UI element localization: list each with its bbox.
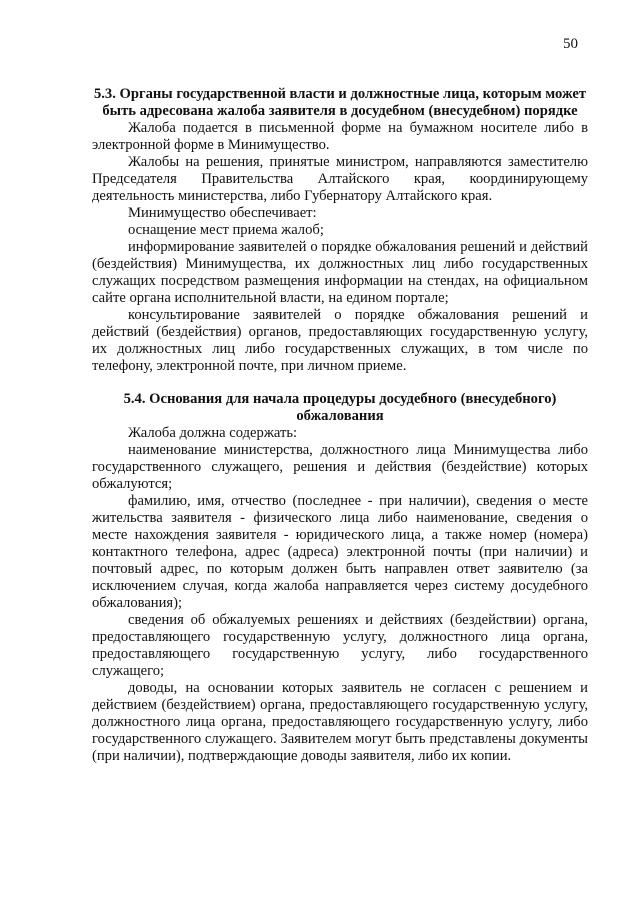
paragraph: оснащение мест приема жалоб; [128, 222, 324, 238]
paragraph: наименование министерства, должностного лица Минимущества либо государственного служащего, решения и действия (бездействие) которых обжалуются; [92, 442, 588, 492]
paragraph: сведения об обжалуемых решениях и действиях (бездействии) органа, предоставляющего государственную услугу, должностного лица органа, предоставляющего государственную услугу, либо государственного служащего; [92, 612, 588, 679]
paragraph: Минимущество обеспечивает: [128, 205, 317, 221]
paragraph: Жалоба подается в письменной форме на бумажном носителе либо в электронной форме в Минимущество. [92, 120, 588, 153]
paragraph: консультирование заявителей о порядке обжалования решений и действий (бездействия) органов, предоставляющих государственную услугу, их должностных лиц либо государственных служащих, в том числе по телефону, электронной почте, при личном приеме. [92, 307, 588, 374]
paragraph: фамилию, имя, отчество (последнее - при наличии), сведения о месте жительства заявителя - физического лица либо наименование, сведения о месте нахождения заявителя - юридического лица, а также номер (номера) контактного телефона, адрес (адреса) электронной почты (при наличии) и почтовый адрес, по которым должен быть направлен ответ заявителю (за исключением случая, когда жалоба направляется через систему досудебного обжалования); [92, 493, 588, 611]
section-heading-5-3: 5.3. Органы государственной власти и должностные лица, которым может быть адресована жалоба заявителя в досудебном (внесудебном) порядке [93, 86, 587, 119]
paragraph: Жалобы на решения, принятые министром, направляются заместителю Председателя Правительства Алтайского края, координирующему деятельность министерства, либо Губернатору Алтайского края. [92, 154, 588, 204]
paragraph: Жалоба должна содержать: [128, 425, 298, 441]
section-heading-5-4: 5.4. Основания для начала процедуры досудебного (внесудебного) обжалования [123, 391, 557, 424]
paragraph: информирование заявителей о порядке обжалования решений и действий (бездействия) Минимущества, их должностных лиц либо государственных служащих посредством размещения информации на стендах, на официальном сайте органа исполнительной власти, на едином портале; [92, 239, 588, 306]
page-number: 50 [563, 36, 578, 52]
page-content [92, 86, 588, 765]
paragraph: доводы, на основании которых заявитель не согласен с решением и действием (бездействием) органа, предоставляющего государственную услугу, должностного лица органа, предоставляющего государственную услугу, либо государственного служащего. Заявителем могут быть представлены документы (при наличии), подтверждающие доводы заявителя, либо их копии. [92, 680, 588, 764]
